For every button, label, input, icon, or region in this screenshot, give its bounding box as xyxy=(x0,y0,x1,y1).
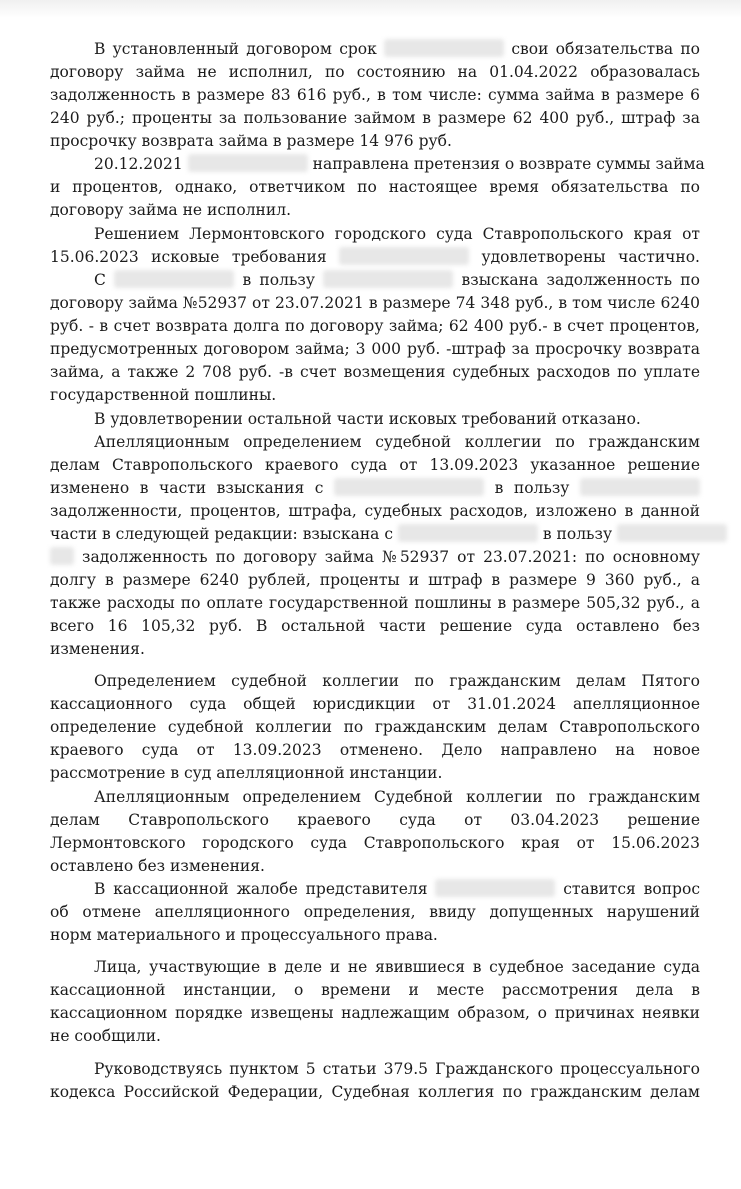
text-segment: определение судебной коллегии по гражданским делам Ставропольского xyxy=(50,718,700,736)
text-segment: Руководствуясь пунктом 5 статьи 379.5 Гражданского процессуального xyxy=(94,1060,700,1078)
redacted-name xyxy=(50,547,74,565)
text-line xyxy=(50,176,700,198)
text-segment: изменения. xyxy=(50,640,145,658)
text-line xyxy=(50,130,700,152)
text-line xyxy=(50,832,700,854)
text-segment: кодекса Российской Федерации, Судебная коллегия по гражданским делам xyxy=(50,1083,700,1101)
redacted-name xyxy=(617,524,727,542)
text-line xyxy=(50,1081,700,1103)
text-segment: всего 16 105,32 руб. В остальной части решение суда оставлено без xyxy=(50,617,700,635)
redacted-name xyxy=(114,270,234,288)
text-segment: долгу в размере 6240 рублей, проценты и штраф в размере 9 360 руб., а xyxy=(50,571,700,589)
scan-edge xyxy=(0,0,741,18)
text-segment: в пользу xyxy=(242,271,315,289)
text-segment: кассационной инстанции, о времени и месте рассмотрения дела в xyxy=(50,981,700,999)
text-segment: договору займа не исполнил, по состоянию на 01.04.2022 образовалась xyxy=(50,63,700,81)
text-segment: договору займа не исполнил. xyxy=(50,201,291,219)
redacted-name xyxy=(435,879,555,897)
text-line xyxy=(50,361,700,383)
text-line xyxy=(50,1002,700,1024)
text-line xyxy=(50,924,700,946)
text-line xyxy=(50,84,700,106)
text-segment: 20.12.2021 xyxy=(94,155,183,173)
text-line xyxy=(50,523,700,545)
text-segment: Апелляционным определением Судебной коллегии по гражданским xyxy=(94,788,700,806)
text-line xyxy=(50,762,700,784)
text-line xyxy=(50,786,700,808)
text-segment: ставится вопрос xyxy=(563,880,700,898)
text-segment: части в следующей редакции: взыскана с xyxy=(50,525,394,543)
text-segment: Определением судебной коллегии по гражданским делам Пятого xyxy=(94,672,700,690)
text-segment: просрочку возврата займа в размере 14 976 руб. xyxy=(50,132,452,150)
text-segment: делам Ставропольского краевого суда от 03.04.2023 решение xyxy=(50,811,700,829)
text-segment: Лица, участвующие в деле и не явившиеся в судебное заседание суда xyxy=(94,958,700,976)
redacted-name xyxy=(323,270,453,288)
text-line xyxy=(50,615,700,637)
text-line xyxy=(50,107,700,129)
text-line xyxy=(50,878,700,900)
text-segment: задолженность по договору займа №52937 от 23.07.2021: по основному xyxy=(82,548,700,566)
text-segment: краевого суда от 13.09.2023 отменено. Дело направлено на новое xyxy=(50,741,700,759)
text-line xyxy=(50,269,700,291)
text-segment: об отмене апелляционного определения, ввиду допущенных нарушений xyxy=(50,903,700,921)
text-line xyxy=(50,246,700,268)
text-segment: В установленный договором срок xyxy=(94,40,377,58)
text-line xyxy=(50,670,700,692)
redacted-name xyxy=(334,478,484,496)
text-segment: норм материального и процессуального права. xyxy=(50,926,438,944)
redacted-name xyxy=(384,39,504,57)
text-segment: взыскана задолженность по xyxy=(461,271,700,289)
text-line xyxy=(50,38,700,60)
text-segment: кассационном порядке извещены надлежащим образом, о причинах неявки xyxy=(50,1004,700,1022)
text-segment: изменено в части взыскания с xyxy=(50,479,324,497)
text-segment: С xyxy=(94,271,106,289)
redacted-name xyxy=(398,524,538,542)
text-segment: задолженность в размере 83 616 руб., в том числе: сумма займа в размере 6 xyxy=(50,86,700,104)
text-segment: 240 руб.; проценты за пользование займом в размере 62 400 руб., штраф за xyxy=(50,109,700,127)
text-segment: рассмотрение в суд апелляционной инстанции. xyxy=(50,764,443,782)
text-segment: Лермонтовского городского суда Ставропольского края от 15.06.2023 xyxy=(50,834,700,852)
text-segment: В кассационной жалобе представителя xyxy=(94,880,428,898)
text-segment: делам Ставропольского краевого суда от 13.09.2023 указанное решение xyxy=(50,456,700,474)
text-line xyxy=(50,500,700,522)
text-line xyxy=(50,956,700,978)
text-segment: также расходы по оплате государственной пошлины в размере 505,32 руб., а xyxy=(50,594,700,612)
text-line xyxy=(50,338,700,360)
text-segment: направлена претензия о возврате суммы займа xyxy=(312,155,705,173)
text-line xyxy=(50,638,700,660)
text-line xyxy=(50,153,705,175)
redacted-name xyxy=(188,154,308,172)
text-line xyxy=(50,199,700,221)
text-segment: задолженности, процентов, штрафа, судебных расходов, изложено в данной xyxy=(50,502,700,520)
text-segment: В удовлетворении остальной части исковых требований отказано. xyxy=(94,410,641,428)
text-line xyxy=(50,477,700,499)
text-segment: удовлетворены частично. xyxy=(481,248,700,266)
text-line xyxy=(50,315,700,337)
text-segment: оставлено без изменения. xyxy=(50,857,265,875)
redacted-name xyxy=(580,478,700,496)
text-line xyxy=(50,739,700,761)
text-segment: руб. - в счет возврата долга по договору займа; 62 400 руб.- в счет процентов, xyxy=(50,317,700,335)
text-line xyxy=(50,1025,700,1047)
text-segment: в пользу xyxy=(542,525,613,543)
text-line xyxy=(50,809,700,831)
text-line xyxy=(50,454,700,476)
text-segment: 15.06.2023 исковые требования xyxy=(50,248,327,266)
text-segment: свои обязательства по xyxy=(511,40,700,58)
text-line xyxy=(50,1058,700,1080)
text-line xyxy=(50,61,700,83)
text-line xyxy=(50,292,700,314)
text-segment: и процентов, однако, ответчиком по настоящее время обязательства по xyxy=(50,178,700,196)
text-line xyxy=(50,431,700,453)
text-line xyxy=(50,592,700,614)
text-segment: договору займа №52937 от 23.07.2021 в размере 74 348 руб., в том числе 6240 xyxy=(50,294,700,312)
text-line xyxy=(50,979,700,1001)
text-segment: государственной пошлины. xyxy=(50,386,277,404)
text-segment: займа, а также 2 708 руб. -в счет возмещения судебных расходов по уплате xyxy=(50,363,700,381)
text-segment: Решением Лермонтовского городского суда Ставропольского края от xyxy=(94,225,700,243)
text-segment: в пользу xyxy=(494,479,570,497)
text-line xyxy=(50,693,700,715)
redacted-name xyxy=(339,247,469,265)
text-line xyxy=(50,716,700,738)
text-line xyxy=(50,408,700,430)
text-segment: не сообщили. xyxy=(50,1027,161,1045)
text-segment: кассационного суда общей юрисдикции от 31.01.2024 апелляционное xyxy=(50,695,700,713)
text-line xyxy=(50,855,700,877)
text-line xyxy=(50,901,700,923)
text-segment: Апелляционным определением судебной коллегии по гражданским xyxy=(94,433,700,451)
text-segment: предусмотренных договором займа; 3 000 руб. -штраф за просрочку возврата xyxy=(50,340,700,358)
text-line xyxy=(50,223,700,245)
text-line xyxy=(50,546,700,568)
text-line xyxy=(50,384,700,406)
text-line xyxy=(50,569,700,591)
